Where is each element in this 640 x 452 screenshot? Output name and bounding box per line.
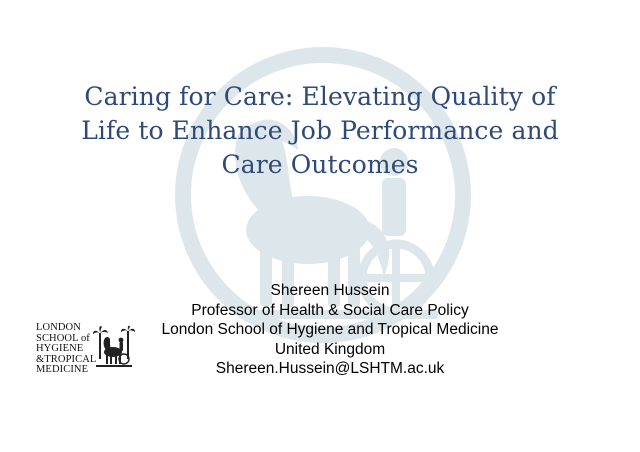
logo-line: &TROPICAL [36,353,97,365]
logo-line: MEDICINE [36,364,89,376]
logo-line: LONDON [36,322,81,333]
author-institution: London School of Hygiene and Tropical Medicine [161,321,499,338]
logo-wordmark [36,323,96,376]
author-email: Shereen.Hussein@LSHTM.ac.uk [215,360,445,377]
logo-line: SCHOOL of [36,332,90,344]
author-country: United Kingdom [274,340,386,358]
slide-title [60,80,580,182]
lshtm-logo [36,321,136,379]
logo-line: HYGIENE [36,343,84,355]
author-position: Professor of Health & Social Care Policy [191,301,469,319]
title-line: Care Outcomes [221,150,419,179]
author-name: Shereen Hussein [270,282,390,299]
horse-crest-logo-icon [93,325,135,371]
title-line: Life to Enhance Job Performance and [81,116,559,145]
title-line: Caring for Care: Elevating Quality of [84,82,556,111]
author-info [120,281,540,379]
